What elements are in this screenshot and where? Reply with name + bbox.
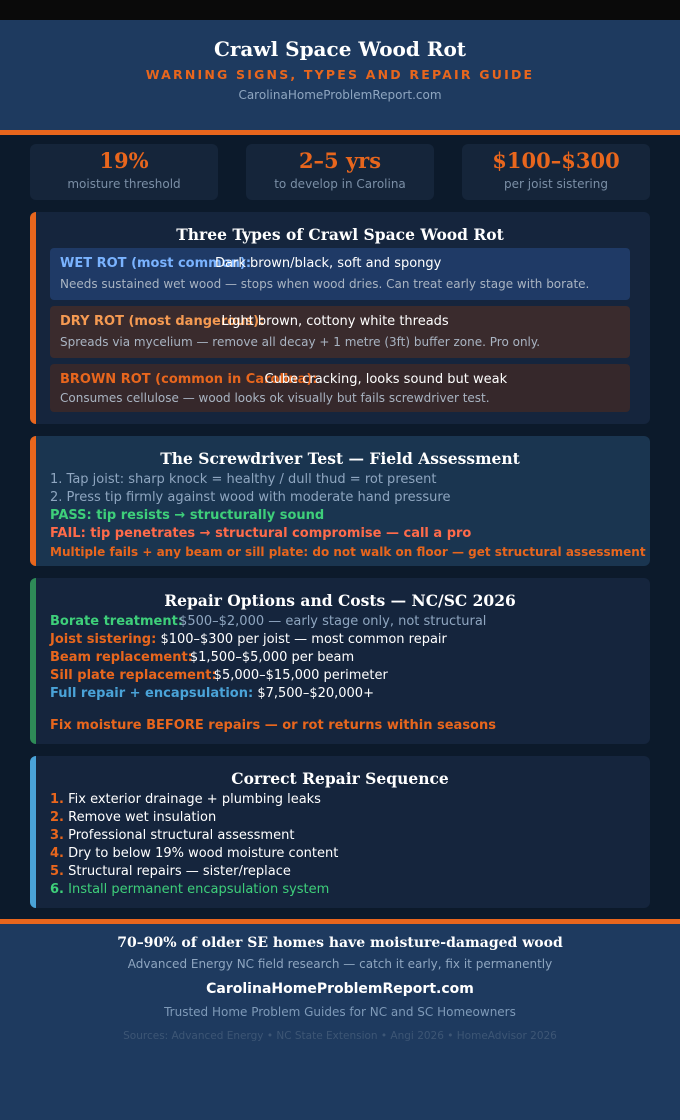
stat-label: moisture threshold bbox=[67, 177, 181, 191]
repair-item-sistering bbox=[50, 632, 447, 647]
sequence-step bbox=[50, 810, 216, 825]
repair-item-full bbox=[50, 686, 374, 701]
step-text: Fix exterior drainage + plumbing leaks bbox=[68, 792, 321, 807]
stat-value: 2–5 yrs bbox=[298, 148, 382, 173]
screwdriver-title: The Screwdriver Test — Field Assessment bbox=[160, 449, 520, 468]
rot-types-title: Three Types of Crawl Space Wood Rot bbox=[176, 225, 504, 244]
wet-rot-desc: Needs sustained wet wood — stops when wood dries. Can treat early stage with borate. bbox=[60, 277, 590, 291]
wet-rot-panel bbox=[50, 248, 630, 300]
repair-sequence-title: Correct Repair Sequence bbox=[231, 769, 449, 788]
repair-options-title: Repair Options and Costs — NC/SC 2026 bbox=[164, 591, 516, 610]
footer-research: Advanced Energy NC field research — catch it early, fix it permanently bbox=[127, 957, 553, 971]
stat-value: $100–$300 bbox=[492, 148, 620, 173]
stat-value: 19% bbox=[99, 148, 149, 173]
step-text: Install permanent encapsulation system bbox=[68, 882, 330, 897]
step-number: 4. bbox=[50, 846, 64, 861]
stat-moisture-threshold bbox=[30, 144, 218, 200]
screwdriver-fail: FAIL: tip penetrates → structural compromise — call a pro bbox=[50, 526, 472, 541]
sequence-step bbox=[50, 846, 338, 861]
repair-label: Borate treatment: bbox=[50, 614, 184, 629]
repair-text: $7,500–$20,000+ bbox=[257, 686, 374, 701]
repair-item-beam bbox=[50, 650, 354, 665]
step-text: Remove wet insulation bbox=[68, 810, 217, 825]
step-text: Dry to below 19% wood moisture content bbox=[68, 846, 339, 861]
brown-rot-look: Cube cracking, looks sound but weak bbox=[264, 372, 508, 387]
repair-text: $100–$300 per joist — most common repair bbox=[160, 632, 447, 647]
step-text: Professional structural assessment bbox=[68, 828, 295, 843]
rot-types-card bbox=[30, 212, 650, 424]
stat-sistering-cost bbox=[462, 144, 650, 200]
footer-headline: 70–90% of older SE homes have moisture-damaged wood bbox=[117, 935, 563, 951]
footer-site-link[interactable]: CarolinaHomeProblemReport.com bbox=[206, 981, 474, 997]
wet-rot-heading bbox=[60, 256, 441, 271]
wet-rot-look: Dark brown/black, soft and spongy bbox=[215, 256, 442, 271]
step-number: 1. bbox=[50, 792, 64, 807]
top-bar bbox=[0, 0, 680, 20]
repair-label: Sill plate replacement: bbox=[50, 668, 217, 683]
dry-rot-panel bbox=[50, 306, 630, 358]
footer-tagline: Trusted Home Problem Guides for NC and SC Homeowners bbox=[164, 1005, 516, 1019]
repair-label: Joist sistering: bbox=[50, 632, 157, 647]
repair-label: Full repair + encapsulation: bbox=[50, 686, 254, 701]
footer bbox=[0, 924, 680, 1120]
page-title: Crawl Space Wood Rot bbox=[213, 37, 467, 61]
repair-text: $5,000–$15,000 perimeter bbox=[213, 668, 388, 683]
repair-text: $1,500–$5,000 per beam bbox=[189, 650, 355, 665]
screwdriver-step-2: 2. Press tip firmly against wood with moderate hand pressure bbox=[50, 490, 451, 505]
repair-item-borate bbox=[50, 614, 486, 629]
screwdriver-pass: PASS: tip resists → structurally sound bbox=[50, 508, 325, 523]
sequence-step bbox=[50, 828, 294, 843]
step-number: 5. bbox=[50, 864, 64, 879]
header bbox=[0, 20, 680, 130]
header-divider bbox=[0, 130, 680, 135]
repair-note: Fix moisture BEFORE repairs — or rot returns within seasons bbox=[50, 718, 496, 733]
stat-develop-time bbox=[246, 144, 434, 200]
footer-sources: Sources: Advanced Energy • NC State Extension • Angi 2026 • HomeAdvisor 2026 bbox=[123, 1030, 557, 1042]
sequence-step bbox=[50, 792, 321, 807]
brown-rot-heading bbox=[60, 372, 507, 387]
dry-rot-look: Light brown, cottony white threads bbox=[221, 314, 449, 329]
stat-label: to develop in Carolina bbox=[274, 177, 406, 191]
page-subtitle: WARNING SIGNS, TYPES AND REPAIR GUIDE bbox=[145, 67, 535, 82]
repair-item-sill-plate bbox=[50, 668, 388, 683]
header-site-link[interactable]: CarolinaHomeProblemReport.com bbox=[238, 88, 442, 102]
dry-rot-name: DRY ROT (most dangerous): bbox=[60, 314, 265, 329]
stat-label: per joist sistering bbox=[504, 177, 608, 191]
step-text: Structural repairs — sister/replace bbox=[68, 864, 291, 879]
screwdriver-warning: Multiple fails + any beam or sill plate: do not walk on floor — get structural assessment bbox=[50, 545, 646, 559]
repair-label: Beam replacement: bbox=[50, 650, 193, 665]
dry-rot-desc: Spreads via mycelium — remove all decay + 1 metre (3ft) buffer zone. Pro only. bbox=[60, 335, 541, 349]
brown-rot-desc: Consumes cellulose — wood looks ok visually but fails screwdriver test. bbox=[60, 391, 490, 405]
step-number: 6. bbox=[50, 882, 64, 897]
dry-rot-heading bbox=[60, 314, 449, 329]
brown-rot-name: BROWN ROT (common in Carolina): bbox=[60, 372, 318, 387]
wet-rot-name: WET ROT (most common): bbox=[60, 256, 252, 271]
step-number: 2. bbox=[50, 810, 64, 825]
repair-text: $500–$2,000 — early stage only, not structural bbox=[179, 614, 487, 629]
brown-rot-panel bbox=[50, 364, 630, 412]
sequence-step bbox=[50, 864, 291, 879]
sequence-step bbox=[50, 882, 329, 897]
step-number: 3. bbox=[50, 828, 64, 843]
screwdriver-step-1: 1. Tap joist: sharp knock = healthy / dull thud = rot present bbox=[50, 472, 437, 487]
